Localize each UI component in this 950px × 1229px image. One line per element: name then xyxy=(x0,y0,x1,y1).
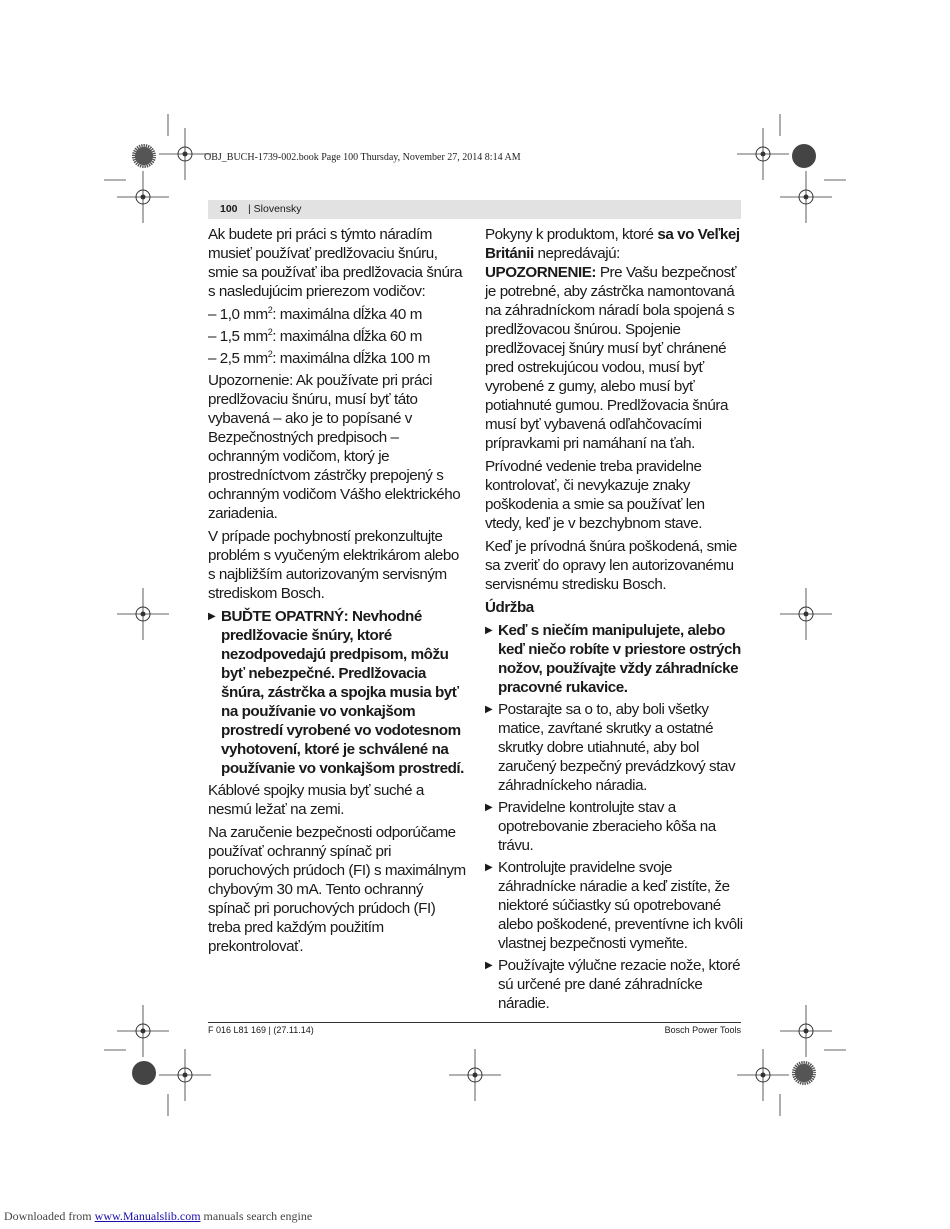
footer-divider xyxy=(208,1022,741,1023)
footer-brand: Bosch Power Tools xyxy=(664,1025,741,1035)
maintenance-item: ▶ Používajte výlučne rezacie nože, ktoré sú určené pre dané záhradnícke náradie. xyxy=(485,956,743,1013)
cord-size-item: – 1,0 $mm^2$: maximálna dĺžka 40 m xyxy=(208,304,422,323)
supply-cord-paragraph: Prívodné vedenie treba pravidelne kontrolovať, či nevykazuje znaky poškodenia a smie sa používať len vtedy, keď je v bezchybnom stave. xyxy=(485,458,705,532)
registration-cross-icon xyxy=(159,1049,211,1101)
registration-cross-icon xyxy=(449,1049,501,1101)
right-column xyxy=(485,225,743,1016)
doubt-paragraph: V prípade pochybností prekonzultujte problém s vyučeným elektrikárom alebo s najbližším autorizovaným servisným strediskom Bosch. xyxy=(208,528,459,602)
registration-dot-icon xyxy=(792,144,816,168)
warning-item: ▶ BUĎTE OPATRNÝ: Nevhodné predlžovacie šnúry, ktoré nezodpovedajú predpisom, môžu byť nebezpečné. Predlžovacia šnúra, zástrčka a spojka musia byť na používanie vo vonkajšom prostredí vyrobené vo vodotesnom vyhotovení, ktoré je schválené na používanie vo vonkajšom prostredí. xyxy=(208,607,466,778)
maintenance-item: ▶ Kontrolujte pravidelne svoje záhradnícke náradie a keď zistíte, že niektoré súčiastky sú opotrebované alebo poškodené, preventívne ich kvôli vlastnej bezpečnosti vymeňte. xyxy=(485,858,743,953)
registration-cross-icon xyxy=(737,128,789,180)
registration-cross-icon xyxy=(117,171,169,223)
cord-size-item: – 2,5 $mm^2$: maximálna dĺžka 100 m xyxy=(208,348,430,367)
registration-cross-icon xyxy=(780,1005,832,1057)
registration-dot-icon xyxy=(132,1061,156,1085)
manualslib-link[interactable]: www.Manualslib.com xyxy=(94,1209,201,1223)
registration-cross-icon xyxy=(780,171,832,223)
left-column xyxy=(208,225,466,960)
maintenance-item: ▶ Keď s niečím manipulujete, alebo keď niečo robíte v priestore ostrých nožov, používajte vždy záhradnícke pracovné rukavice. xyxy=(485,621,743,697)
registration-sun-icon xyxy=(792,1061,816,1085)
page-language: | Slovensky xyxy=(248,203,302,215)
extension-cord-intro: Ak budete pri práci s týmto náradím musieť používať predlžovaciu šnúru, smie sa používať iba predlžovacia šnúra s nasledujúcim prierezom vodičov: xyxy=(208,226,463,300)
uk-warning-paragraph: UPOZORNENIE: Pre Vašu bezpečnosť je potrebné, aby zástrčka namontovaná na záhradníckom náradí bola spojená s predlžovacou šnúrou. Spojenie predlžovacej šnúry musí byť chránené pred ostrekujúcou vodou, musí byť vyrobené z gumy, alebo musí byť potiahnuté gumou. Predlžovacia šnúra musí byť vybavená odľahčovacími prípravkami pri namáhaní na ťah. xyxy=(485,264,736,452)
page-header-band xyxy=(208,200,741,219)
protective-conductor-note: Upozornenie: Ak používate pri práci predlžovaciu šnúru, musí byť táto vybavená – ako je to popísané v Bezpečnostných predpisoch – ochranným vodičom, ktorý je prostredníctvom zástrčky prepojený s ochranným vodičom Vášho elektrického zariadenia. xyxy=(208,372,461,522)
page-number: 100 xyxy=(220,203,238,215)
uk-products-paragraph: Pokyny k produktom, ktoré sa vo Veľkej Británii nepredávajú: xyxy=(485,226,740,262)
maintenance-item: ▶ Postarajte sa o to, aby boli všetky matice, zavŕtané skrutky a ostatné skrutky dobre utiahnuté, aby bol zaručený bezpečný prevádzkový stav záhradníckeho náradia. xyxy=(485,700,743,795)
registration-cross-icon xyxy=(737,1049,789,1101)
warning-list xyxy=(208,607,466,778)
damaged-cord-paragraph: Keď je prívodná šnúra poškodená, smie sa zveriť do opravy len autorizovanému servisnému stredisku Bosch. xyxy=(485,538,737,593)
maintenance-list xyxy=(485,621,743,1013)
registration-cross-icon xyxy=(117,1005,169,1057)
maintenance-item: ▶ Pravidelne kontrolujte stav a opotrebovanie zberacieho kôša na trávu. xyxy=(485,798,743,855)
registration-cross-icon xyxy=(117,588,169,640)
cord-size-item: – 1,5 $mm^2$: maximálna dĺžka 60 m xyxy=(208,326,422,345)
print-header: OBJ_BUCH-1739-002.book Page 100 Thursday, November 27, 2014 8:14 AM xyxy=(204,152,521,163)
cable-connectors-paragraph: Káblové spojky musia byť suché a nesmú ležať na zemi. xyxy=(208,782,424,818)
footer-doc-code: F 016 L81 169 | (27.11.14) xyxy=(208,1025,314,1035)
fi-switch-paragraph: Na zaručenie bezpečnosti odporúčame používať ochranný spínač pri poruchových prúdoch (FI) s maximálnym chybovým 30 mA. Tento ochranný spínač pri poruchových prúdoch (FI) treba pred každým použitím prekontrolovať. xyxy=(208,824,466,955)
maintenance-heading: Údržba xyxy=(485,599,534,616)
download-note: Downloaded from www.Manualslib.com manuals search engine xyxy=(4,1209,313,1223)
registration-cross-icon xyxy=(780,588,832,640)
registration-sun-icon xyxy=(132,144,156,168)
